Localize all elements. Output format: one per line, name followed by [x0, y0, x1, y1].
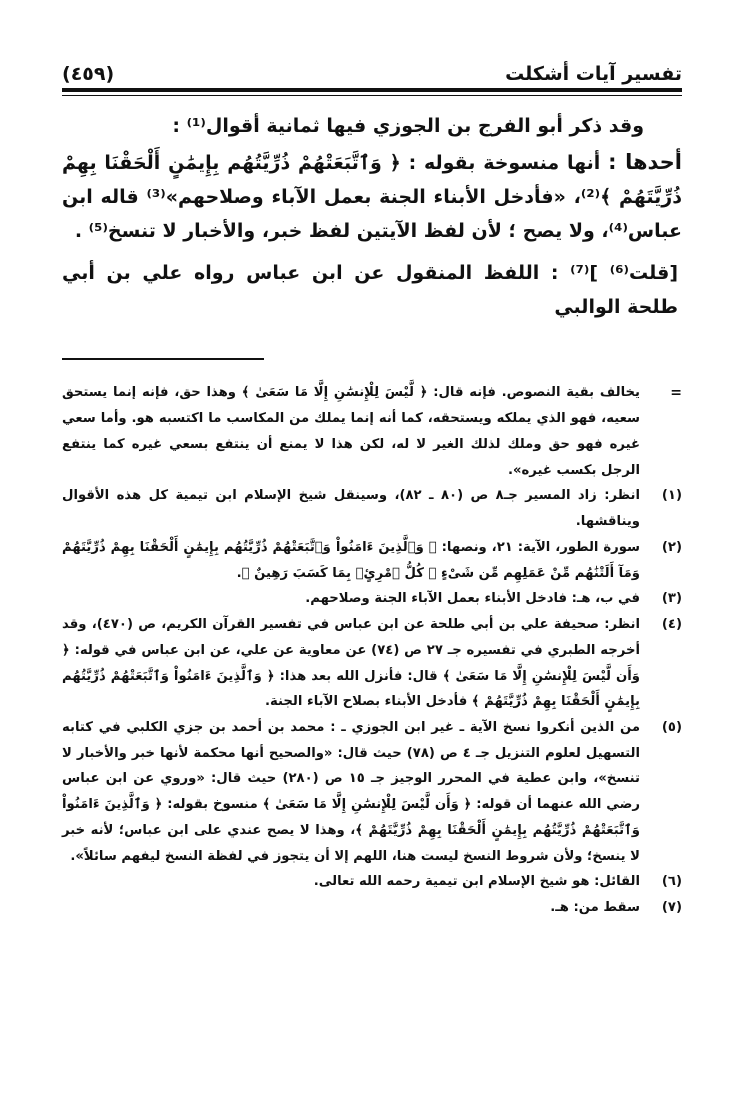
- footnote-text: في ب، هـ: فادخل الأبناء بعمل الآباء الجنة وصلاحهم.: [305, 591, 640, 607]
- intro-paragraph: وقد ذكر أبو الفرج بن الجوزي فيها ثمانية أقوال⁽¹⁾ :: [172, 115, 644, 137]
- header-rule-thin: [62, 95, 682, 96]
- footnote-number: (٦): [661, 874, 682, 890]
- footnote-1: [62, 483, 682, 534]
- footnote-continuation: [62, 380, 682, 483]
- note-paragraph: [قلت⁽⁶⁾ ]⁽⁷⁾ : اللفظ المنقول عن ابن عباس رواه علي بن أبي طلحة الوالبي: [62, 261, 678, 318]
- footnote-number: (٤): [661, 617, 682, 633]
- footnote-number: (٧): [661, 900, 682, 916]
- footnote-number: (١): [661, 488, 682, 504]
- footnote-text: يخالف بقية النصوص. فإنه قال: ﴿ لَّيْسَ لِلْإِنسَٰنِ إِلَّا مَا سَعَىٰ ﴾ وهذا حق، فإنه إنما يستحق سعيه، فهو الذي يملكه ويستحقه، كما أنه إنما يملك من المكاسب ما اكتسبه هو. وأما سعي غيره فهو حق وملك لذلك الغير لا له، لكن هذا لا يمنع أن ينتفع بسعي غيره كما ينتفع الرجل بكسب غيره».: [62, 385, 640, 478]
- first-opinion-paragraph: [62, 144, 682, 249]
- footnote-text: من الذين أنكروا نسخ الآية ـ غير ابن الجوزي ـ : محمد بن أحمد بن جزي الكلبي في كتابه التسهيل لعلوم التنزيل جـ ٤ ص (٧٨) حيث قال: «والصحيح أنها محكمة لأنها خبر والأخبار لا تنسخ»، وابن عطية في المحرر الوجيز جـ ١٥ ص (٢٨٠) حيث قال: «وروي عن ابن عباس رضي الله عنهما أن قوله: ﴿ وَأَن لَّيْسَ لِلْإِنسَٰنِ إِلَّا مَا سَعَىٰ ﴾ منسوخ بقوله: ﴿ وَٱلَّذِينَ ءَامَنُواْ وَٱتَّبَعَتْهُمْ ذُرِّيَّتُهُم بِإِيمَٰنٍ أَلْحَقْنَا بِهِمْ ذُرِّيَّتَهُمْ ﴾، وهذا لا يصح عندي على ابن عباس؛ لأنه خبر لا ينسخ؛ ولأن شروط النسخ ليست هنا، اللهم إلا أن يتجوز في لفظة النسخ ليفهم سائلاً».: [62, 719, 640, 864]
- footnote-marker: =: [670, 385, 682, 402]
- footnote-text: القائل: هو شيخ الإسلام ابن تيمية رحمه الله تعالى.: [313, 874, 640, 890]
- footnote-text: انظر: صحيفة علي بن أبي طلحة عن ابن عباس في تفسير القرآن الكريم، ص (٤٧٠)، وقد أخرجه الطبري في تفسيره جـ ٢٧ ص (٧٤) عن معاوية عن علي، عن ابن عباس في قوله: ﴿ وَأَن لَّيْسَ لِلْإِنسَٰنِ إِلَّا مَا سَعَىٰ ﴾ قال: فأنزل الله بعد هذا: ﴿ وَٱلَّذِينَ ءَامَنُواْ وَٱتَّبَعَتْهُمْ ذُرِّيَّتُهُم بِإِيمَٰنٍ أَلْحَقْنَا بِهِمْ ذُرِّيَّتَهُمْ ﴾ فأدخل الأبناء بصلاح الآباء الجنة.: [62, 617, 641, 710]
- footnote-4: [62, 612, 682, 715]
- footnote-6: [62, 869, 682, 895]
- footnote-number: (٥): [661, 719, 682, 735]
- footnote-number: (٣): [661, 591, 682, 607]
- running-header: [62, 52, 682, 84]
- book-page: [62, 52, 682, 1072]
- footnote-5: [62, 715, 682, 869]
- page-number: (٤٥٩): [62, 63, 115, 85]
- footnote-text: سورة الطور، الآية: ٢١، ونصها: ﴿ وَٱلَّذِينَ ءَامَنُواْ وَٱتَّبَعَتْهُمْ ذُرِّيَّتُهُم بِإِيمَٰنٍ أَلْحَقْنَا بِهِمْ ذُرِّيَّتَهُمْ وَمَآ أَلَتْنَٰهُم مِّنْ عَمَلِهِم مِّن شَىْءٍ ۚ كُلُّ ٱمْرِئٍۭ بِمَا كَسَبَ رَهِينٌ ﴾.: [62, 539, 640, 581]
- footnote-text: سقط من: هـ.: [550, 900, 640, 916]
- header-rule-thick: [62, 88, 682, 92]
- footnote-number: (٢): [661, 539, 682, 555]
- footnote-3: [62, 586, 682, 612]
- footnote-2: [62, 535, 682, 586]
- footnotes: [62, 380, 682, 920]
- footnote-separator: [62, 358, 264, 360]
- book-title: تفسير آيات أشكلت: [505, 63, 682, 85]
- first-opinion-label: أحدها :: [608, 149, 682, 174]
- main-text: [62, 110, 682, 324]
- footnote-text: انظر: زاد المسير جـ٨ ص (٨٠ ـ ٨٢)، وسينقل شيخ الإسلام ابن تيمية كل هذه الأقوال ويناقشها.: [62, 488, 640, 530]
- first-opinion-text: أنها منسوخة بقوله : ﴿ وَٱتَّبَعَتْهُمْ ذُرِّيَّتُهُم بِإِيمَٰنٍ أَلْحَقْنَا بِهِمْ ذُرِّيَّتَهُمْ ﴾⁽²⁾، «فأدخل الأبناء الجنة بعمل الآباء وصلاحهم»⁽³⁾ قاله ابن عباس⁽⁴⁾، ولا يصح ؛ لأن لفظ الآيتين لفظ خبر، والأخبار لا تنسخ⁽⁵⁾ .: [62, 151, 682, 242]
- footnote-7: [62, 895, 682, 921]
